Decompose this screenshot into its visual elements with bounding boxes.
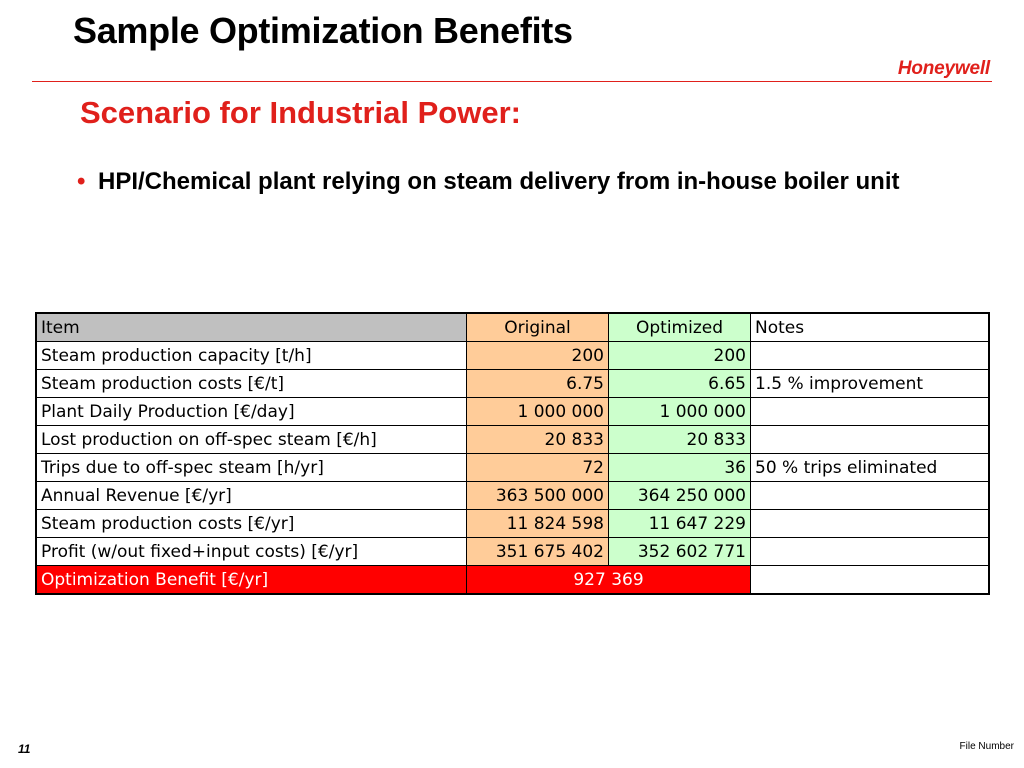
bullet-point [77, 156, 937, 208]
row-notes: 1.5 % improvement [751, 370, 990, 398]
row-notes [751, 510, 990, 538]
row-item: Annual Revenue [€/yr] [36, 482, 467, 510]
benefit-notes [751, 566, 990, 595]
row-optimized: 1 000 000 [609, 398, 751, 426]
row-notes [751, 482, 990, 510]
table-row [36, 510, 989, 538]
row-original: 363 500 000 [467, 482, 609, 510]
benefit-value: 927 369 [467, 566, 751, 595]
table-row [36, 538, 989, 566]
row-optimized: 20 833 [609, 426, 751, 454]
row-item: Profit (w/out fixed+input costs) [€/yr] [36, 538, 467, 566]
optimization-table [35, 312, 990, 595]
row-original: 351 675 402 [467, 538, 609, 566]
row-notes: 50 % trips eliminated [751, 454, 990, 482]
row-optimized: 36 [609, 454, 751, 482]
row-optimized: 364 250 000 [609, 482, 751, 510]
table-row [36, 482, 989, 510]
file-number: File Number [959, 741, 1014, 752]
table-row [36, 370, 989, 398]
row-original: 20 833 [467, 426, 609, 454]
table-row [36, 454, 989, 482]
row-optimized: 352 602 771 [609, 538, 751, 566]
row-original: 1 000 000 [467, 398, 609, 426]
row-item: Steam production costs [€/t] [36, 370, 467, 398]
bullet-marker: • [77, 168, 86, 195]
header-original: Original [467, 313, 609, 342]
row-item: Trips due to off-spec steam [h/yr] [36, 454, 467, 482]
row-notes [751, 342, 990, 370]
benefit-row [36, 566, 989, 595]
row-original: 11 824 598 [467, 510, 609, 538]
page-number: 11 [18, 742, 31, 756]
header-notes: Notes [751, 313, 990, 342]
slide-subtitle: Scenario for Industrial Power: [80, 95, 521, 130]
row-notes [751, 398, 990, 426]
row-optimized: 6.65 [609, 370, 751, 398]
honeywell-logo: Honeywell [897, 58, 990, 79]
header-item: Item [36, 313, 467, 342]
row-original: 200 [467, 342, 609, 370]
table-header-row [36, 313, 989, 342]
row-notes [751, 538, 990, 566]
row-optimized: 200 [609, 342, 751, 370]
row-item: Plant Daily Production [€/day] [36, 398, 467, 426]
row-notes [751, 426, 990, 454]
table-row [36, 398, 989, 426]
table-row [36, 426, 989, 454]
row-optimized: 11 647 229 [609, 510, 751, 538]
bullet-text: HPI/Chemical plant relying on steam delivery from in-house boiler unit [98, 168, 900, 195]
row-item: Steam production capacity [t/h] [36, 342, 467, 370]
row-original: 72 [467, 454, 609, 482]
row-original: 6.75 [467, 370, 609, 398]
title-divider [32, 81, 992, 82]
row-item: Lost production on off-spec steam [€/h] [36, 426, 467, 454]
slide-title: Sample Optimization Benefits [73, 10, 573, 51]
header-optimized: Optimized [609, 313, 751, 342]
table-row [36, 342, 989, 370]
benefit-label: Optimization Benefit [€/yr] [36, 566, 467, 595]
row-item: Steam production costs [€/yr] [36, 510, 467, 538]
